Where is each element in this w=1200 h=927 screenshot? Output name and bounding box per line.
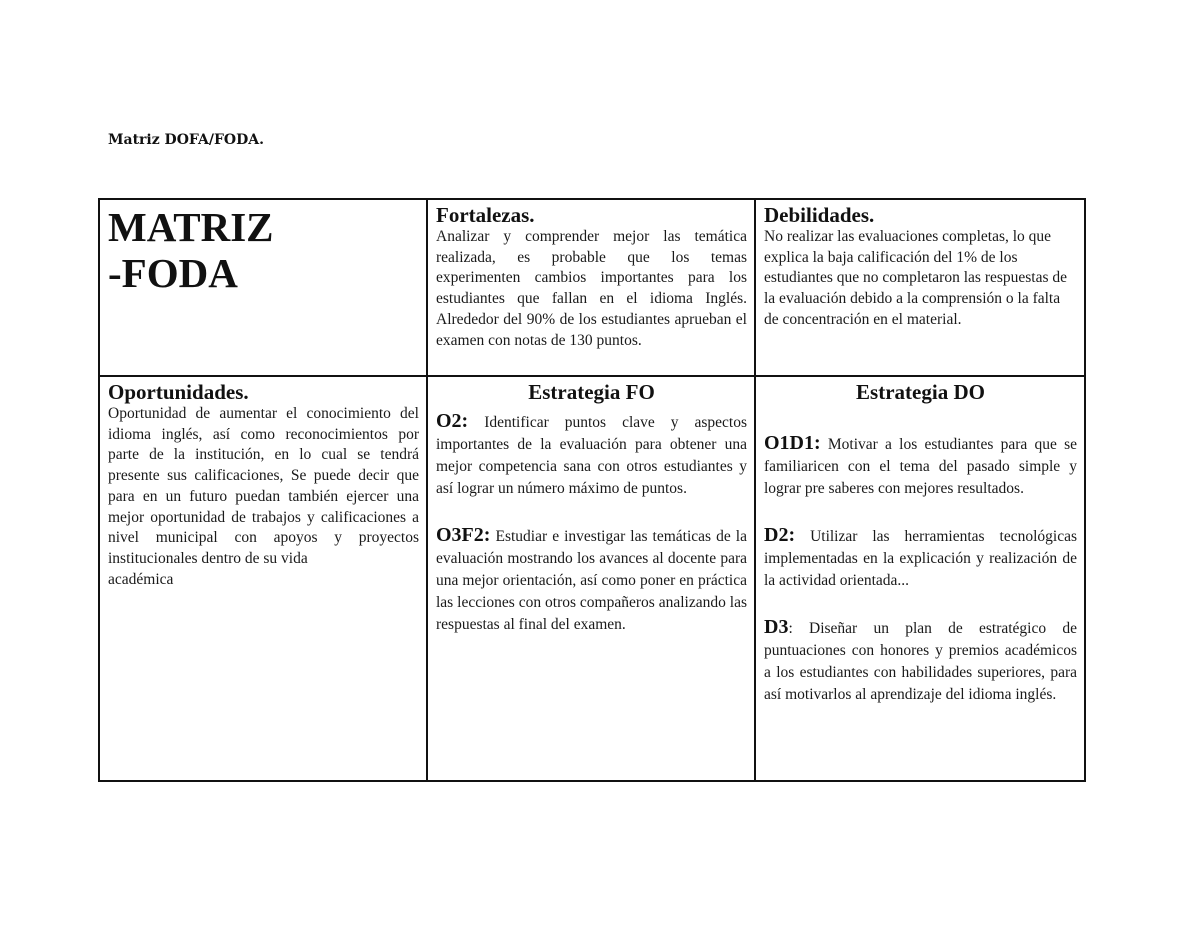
document-heading: Matriz DOFA/FODA. [108,132,264,148]
matrix-title-cell [99,199,427,376]
foda-matrix-table [98,198,1086,782]
strategy-code: D2: [764,524,796,546]
estrategia-do-heading: Estrategia DO [856,380,985,404]
fortalezas-cell [427,199,755,376]
fortalezas-text: Analizar y comprender mejor las temática realizada, es probable que los temas experimenten cambios importantes para los estudiantes que fallan en el idioma Inglés. Alrededor del 90% de los estudiantes aprueban el examen con notas de 130 puntos. [436,228,747,349]
debilidades-heading: Debilidades. [764,203,875,227]
matrix-title-line2: -FODA [108,250,238,296]
strategy-text: Motivar a los estudiantes para que se familiaricen con el tema del pasado simple y lograr pre saberes con mejores resultados. [764,436,1077,497]
debilidades-text: No realizar las evaluaciones completas, lo que explica la baja calificación del 1% de los estudiantes que no completaron las respuestas de la evaluación debido a la comprensión o la falta de concentración en el material. [764,228,1068,328]
oportunidades-heading: Oportunidades. [108,380,249,404]
matrix-row-top [99,199,1085,376]
estrategia-fo-item [436,410,747,500]
fortalezas-heading: Fortalezas. [436,203,535,227]
oportunidades-cell [99,376,427,781]
matrix-title-line1: MATRIZ [108,204,274,250]
strategy-text: Utilizar las herramientas tecnológicas implementadas en la explicación y realización de la actividad orientada... [764,528,1077,589]
estrategia-do-cell [755,376,1085,781]
estrategia-fo-cell [427,376,755,781]
strategy-code: D3 [764,616,789,638]
estrategia-fo-item [436,524,747,636]
strategy-text: : Diseñar un plan de estratégico de puntuaciones con honores y premios académicos a los estudiantes con habilidades superiores, para así motivarlos al aprendizaje del idioma inglés. [764,620,1077,703]
strategy-text: Estudiar e investigar las temáticas de la evaluación mostrando los avances al docente para una mejor orientación, así como poner en práctica las lecciones con otros compañeros analizando las respuestas al final del examen. [436,528,747,633]
estrategia-do-item [764,616,1077,706]
matrix-row-bottom [99,376,1085,781]
estrategia-do-item [764,524,1077,592]
oportunidades-text: Oportunidad de aumentar el conocimiento del idioma inglés, así como reconocimientos por parte de la institución, en lo cual se tendrá presente sus calificaciones, Se puede decir que para en un futuro puedan también ejercer una mejor oportunidad de trabajos y calificaciones a nivel municipal con apoyos y proyectos institucionales dentro de su vida [108,405,419,567]
strategy-code: O1D1: [764,432,821,454]
strategy-code: O2: [436,410,469,432]
strategy-text: Identificar puntos clave y aspectos importantes de la evaluación para obtener una mejor competencia sana con otros estudiantes y así lograr un número máximo de puntos. [436,414,747,497]
estrategia-fo-heading: Estrategia FO [528,380,655,404]
strategy-code: O3F2: [436,524,491,546]
oportunidades-text-end: académica [108,570,174,588]
estrategia-do-item [764,432,1077,500]
debilidades-cell [755,199,1085,376]
